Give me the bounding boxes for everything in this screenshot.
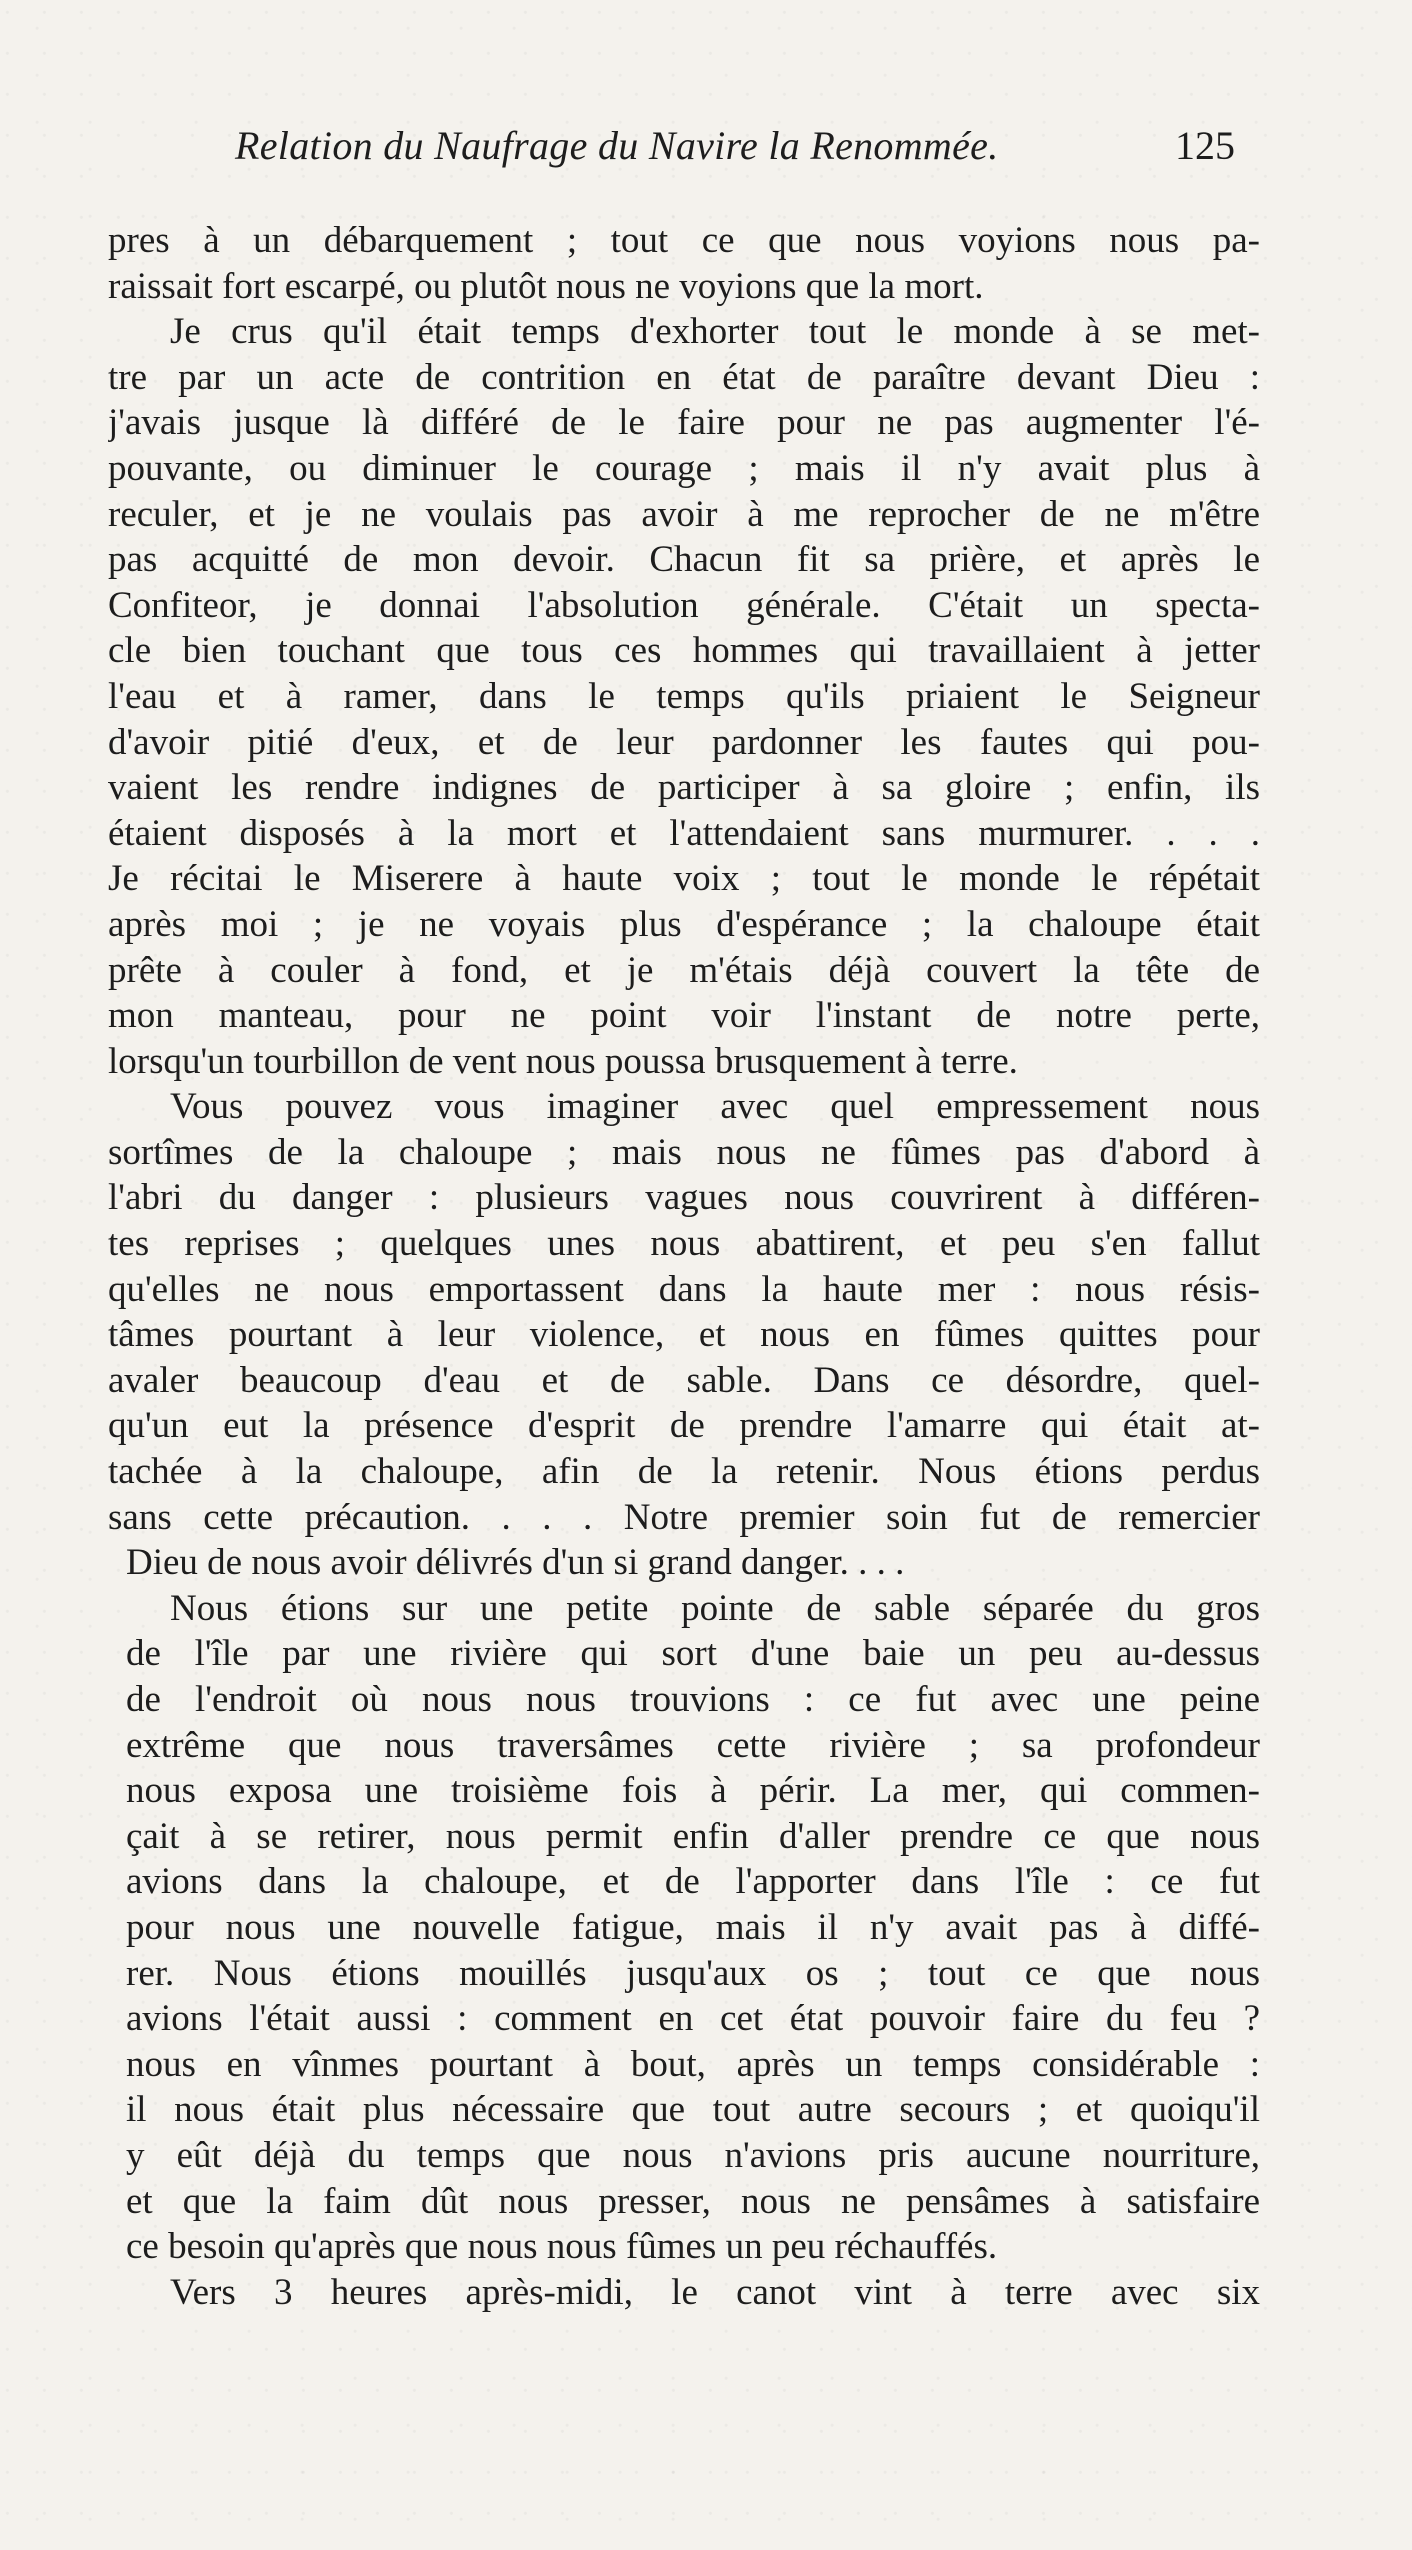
text-line: qu'elles ne nous emportassent dans la haute mer : nous résis- xyxy=(108,1268,1260,1310)
text-line: Dieu de nous avoir délivrés d'un si grand danger. . . . xyxy=(126,1542,905,1584)
text-line: nous exposa une troisième fois à périr. La mer, qui commen- xyxy=(126,1770,1260,1812)
text-line: pres à un débarquement ; tout ce que nous voyions nous pa- xyxy=(108,220,1260,261)
text-line: qu'un eut la présence d'esprit de prendre l'amarre qui était at- xyxy=(108,1405,1260,1447)
text-line: tes reprises ; quelques unes nous abattirent, et peu s'en fallut xyxy=(108,1223,1260,1265)
paragraph-start-line: Je crus qu'il était temps d'exhorter tout le monde à se met- xyxy=(170,311,1260,353)
paragraph-start-line: Vers 3 heures après-midi, le canot vint à terre avec six xyxy=(170,2271,1260,2313)
text-line: avions l'était aussi : comment en cet état pouvoir faire du feu ? xyxy=(126,1998,1260,2040)
text-line: de l'endroit où nous nous trouvions : ce fut avec une peine xyxy=(126,1679,1260,1720)
text-line: de l'île par une rivière qui sort d'une baie un peu au-dessus xyxy=(126,1633,1260,1675)
text-line: y eût déjà du temps que nous n'avions pris aucune nourriture, xyxy=(126,2134,1260,2176)
running-title: Relation du Naufrage du Navire la Renommée. xyxy=(235,123,999,168)
running-head xyxy=(235,122,1235,182)
paragraph-start-line: Nous étions sur une petite pointe de sable séparée du gros xyxy=(170,1587,1260,1629)
text-line: l'abri du danger : plusieurs vagues nous couvrirent à différen- xyxy=(108,1177,1260,1219)
text-line: prête à couler à fond, et je m'étais déjà couvert la tête de xyxy=(108,949,1260,991)
text-line: il nous était plus nécessaire que tout autre secours ; et quoiqu'il xyxy=(126,2089,1260,2131)
text-line: tachée à la chaloupe, afin de la retenir. Nous étions perdus xyxy=(108,1451,1260,1493)
text-line: sans cette précaution. . . . Notre premier soin fut de remercier xyxy=(108,1496,1260,1538)
text-line: vaient les rendre indignes de participer à sa gloire ; enfin, ils xyxy=(108,767,1260,809)
page-number: 125 xyxy=(1175,123,1235,168)
text-line: pas acquitté de mon devoir. Chacun fit sa prière, et après le xyxy=(108,539,1260,581)
text-line: raissait fort escarpé, ou plutôt nous ne voyions que la mort. xyxy=(108,265,984,307)
body-text xyxy=(108,218,1260,2315)
text-line: tâmes pourtant à leur violence, et nous en fûmes quittes pour xyxy=(108,1314,1260,1356)
text-line: çait à se retirer, nous permit enfin d'aller prendre ce que nous xyxy=(126,1815,1260,1857)
text-line: extrême que nous traversâmes cette rivière ; sa profondeur xyxy=(126,1724,1260,1766)
paragraph-start-line: Vous pouvez vous imaginer avec quel empressement nous xyxy=(170,1086,1260,1128)
text-line: cle bien touchant que tous ces hommes qui travaillaient à jetter xyxy=(108,630,1260,672)
text-line: rer. Nous étions mouillés jusqu'aux os ; tout ce que nous xyxy=(126,1952,1260,1994)
text-line: l'eau et à ramer, dans le temps qu'ils priaient le Seigneur xyxy=(108,675,1260,717)
text-line: ce besoin qu'après que nous nous fûmes un peu réchauffés. xyxy=(126,2226,998,2268)
text-line: Confiteor, je donnai l'absolution générale. C'était un specta- xyxy=(108,584,1260,626)
text-line: avions dans la chaloupe, et de l'apporter dans l'île : ce fut xyxy=(126,1861,1260,1903)
text-line: mon manteau, pour ne point voir l'instant de notre perte, xyxy=(108,995,1260,1037)
text-line: et que la faim dût nous presser, nous ne pensâmes à satisfaire xyxy=(126,2180,1260,2222)
text-line: j'avais jusque là différé de le faire pour ne pas augmenter l'é- xyxy=(108,402,1260,444)
text-line: pour nous une nouvelle fatigue, mais il n'y avait pas à diffé- xyxy=(126,1906,1260,1948)
text-line: Je récitai le Miserere à haute voix ; tout le monde le répétait xyxy=(108,858,1260,900)
text-line: lorsqu'un tourbillon de vent nous poussa brusquement à terre. xyxy=(108,1040,1018,1082)
text-line: étaient disposés à la mort et l'attendaient sans murmurer. . . . xyxy=(108,812,1260,854)
text-line: reculer, et je ne voulais pas avoir à me reprocher de ne m'être xyxy=(108,493,1260,535)
text-line: nous en vînmes pourtant à bout, après un temps considérable : xyxy=(126,2043,1260,2085)
text-line: pouvante, ou diminuer le courage ; mais il n'y avait plus à xyxy=(108,447,1260,489)
text-line: d'avoir pitié d'eux, et de leur pardonner les fautes qui pou- xyxy=(108,721,1260,763)
text-line: tre par un acte de contrition en état de paraître devant Dieu : xyxy=(108,356,1260,398)
text-line: sortîmes de la chaloupe ; mais nous ne fûmes pas d'abord à xyxy=(108,1131,1260,1173)
text-line: avaler beaucoup d'eau et de sable. Dans ce désordre, quel- xyxy=(108,1359,1260,1401)
text-line: après moi ; je ne voyais plus d'espérance ; la chaloupe était xyxy=(108,903,1260,945)
